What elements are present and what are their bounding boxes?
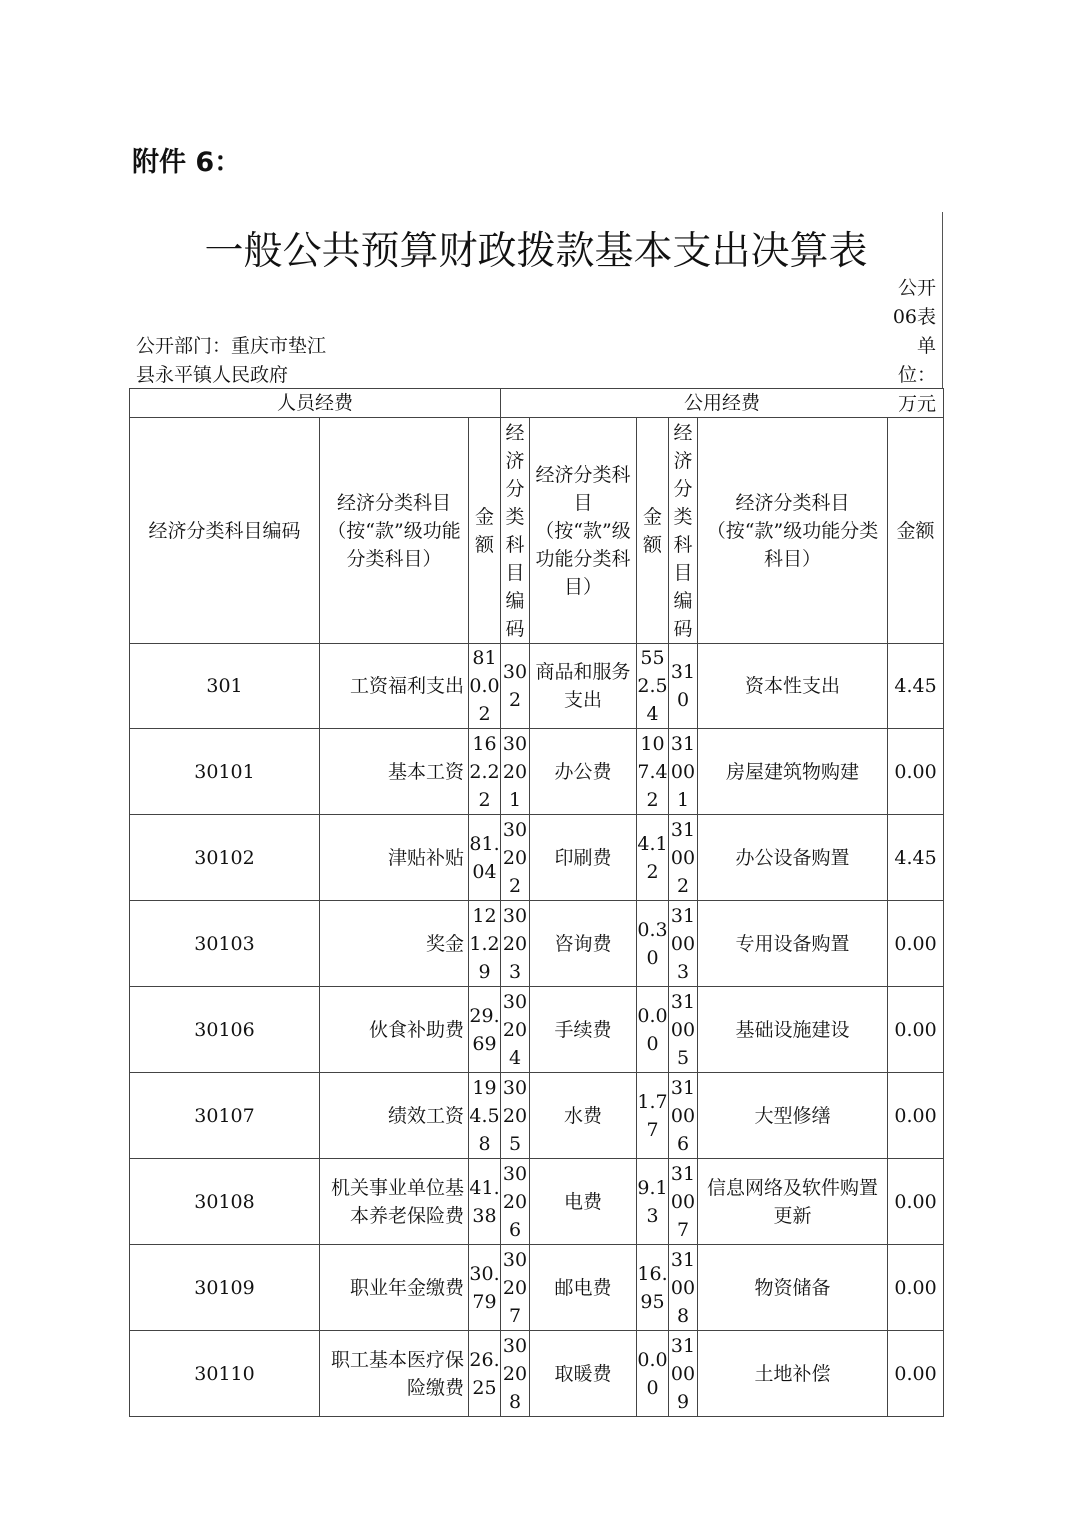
cell-subject-1: 基本工资 bbox=[320, 729, 469, 815]
cell-subject-1: 机关事业单位基本养老保险费 bbox=[320, 1159, 469, 1245]
cell-code-3: 31003 bbox=[669, 901, 698, 987]
cell-code-3: 31009 bbox=[669, 1331, 698, 1417]
cell-code-2: 30208 bbox=[501, 1331, 530, 1417]
cell-amount-3: 0.00 bbox=[888, 729, 944, 815]
cell-code-2: 30202 bbox=[501, 815, 530, 901]
cell-subject-3: 办公设备购置 bbox=[698, 815, 888, 901]
cell-code-2: 302 bbox=[501, 644, 530, 729]
cell-code-1: 30102 bbox=[130, 815, 320, 901]
cell-code-2: 30201 bbox=[501, 729, 530, 815]
cell-subject-3: 资本性支出 bbox=[698, 644, 888, 729]
department-label: 公开部门：重庆市垫江县永平镇人民政府 bbox=[136, 335, 327, 386]
cell-amount-1: 26.25 bbox=[469, 1331, 501, 1417]
cell-code-1: 30109 bbox=[130, 1245, 320, 1331]
cell-amount-3: 0.00 bbox=[888, 987, 944, 1073]
column-header-row bbox=[130, 418, 944, 644]
table-body bbox=[130, 389, 944, 1417]
cell-subject-3: 房屋建筑物购建 bbox=[698, 729, 888, 815]
group-public: 公用经费 bbox=[501, 389, 944, 418]
cell-subject-2: 商品和服务支出 bbox=[530, 644, 637, 729]
cell-code-2: 30206 bbox=[501, 1159, 530, 1245]
cell-code-3: 31005 bbox=[669, 987, 698, 1073]
cell-subject-2: 办公费 bbox=[530, 729, 637, 815]
cell-subject-3: 基础设施建设 bbox=[698, 987, 888, 1073]
cell-code-2: 30205 bbox=[501, 1073, 530, 1159]
page-title: 一般公共预算财政拨款基本支出决算表 bbox=[204, 229, 868, 274]
cell-amount-2: 1.77 bbox=[637, 1073, 669, 1159]
cell-amount-1: 162.22 bbox=[469, 729, 501, 815]
header-subject-2: 经济分类科目（按“款”级功能分类科目） bbox=[530, 418, 637, 644]
cell-amount-3: 0.00 bbox=[888, 901, 944, 987]
header-amount-2: 金额 bbox=[637, 418, 669, 644]
cell-amount-1: 121.29 bbox=[469, 901, 501, 987]
header-code: 经济分类科目编码 bbox=[130, 418, 320, 644]
cell-code-3: 310 bbox=[669, 644, 698, 729]
cell-subject-2: 电费 bbox=[530, 1159, 637, 1245]
cell-code-2: 30204 bbox=[501, 987, 530, 1073]
unit-label: 单位：万元 bbox=[897, 335, 936, 415]
table-row bbox=[130, 729, 944, 815]
table-row bbox=[130, 815, 944, 901]
header-subject: 经济分类科目（按“款”级功能分类科目） bbox=[320, 418, 469, 644]
cell-code-1: 30110 bbox=[130, 1331, 320, 1417]
table-row bbox=[130, 1331, 944, 1417]
header-code-2: 经济分类科目编码 bbox=[501, 418, 530, 644]
attachment-label: 附件 6： bbox=[132, 147, 242, 178]
cell-subject-1: 职业年金缴费 bbox=[320, 1245, 469, 1331]
cell-amount-2: 107.42 bbox=[637, 729, 669, 815]
cell-subject-3: 土地补偿 bbox=[698, 1331, 888, 1417]
table-row bbox=[130, 901, 944, 987]
table-number: 公开06表 bbox=[892, 277, 936, 328]
divider-line bbox=[942, 212, 943, 388]
cell-subject-1: 津贴补贴 bbox=[320, 815, 469, 901]
cell-amount-2: 0.00 bbox=[637, 1331, 669, 1417]
cell-amount-1: 29.69 bbox=[469, 987, 501, 1073]
cell-code-1: 301 bbox=[130, 644, 320, 729]
cell-amount-2: 9.13 bbox=[637, 1159, 669, 1245]
cell-amount-2: 4.12 bbox=[637, 815, 669, 901]
cell-subject-2: 取暖费 bbox=[530, 1331, 637, 1417]
cell-subject-2: 印刷费 bbox=[530, 815, 637, 901]
cell-amount-2: 0.30 bbox=[637, 901, 669, 987]
cell-subject-1: 伙食补助费 bbox=[320, 987, 469, 1073]
cell-amount-1: 41.38 bbox=[469, 1159, 501, 1245]
cell-amount-1: 30.79 bbox=[469, 1245, 501, 1331]
cell-subject-2: 邮电费 bbox=[530, 1245, 637, 1331]
cell-code-3: 31002 bbox=[669, 815, 698, 901]
cell-amount-1: 810.02 bbox=[469, 644, 501, 729]
cell-subject-3: 信息网络及软件购置更新 bbox=[698, 1159, 888, 1245]
budget-table bbox=[129, 388, 944, 1417]
group-personnel: 人员经费 bbox=[130, 389, 501, 418]
cell-code-2: 30207 bbox=[501, 1245, 530, 1331]
cell-amount-3: 0.00 bbox=[888, 1245, 944, 1331]
table-row bbox=[130, 987, 944, 1073]
cell-code-1: 30103 bbox=[130, 901, 320, 987]
cell-subject-3: 物资储备 bbox=[698, 1245, 888, 1331]
cell-subject-1: 职工基本医疗保险缴费 bbox=[320, 1331, 469, 1417]
group-header-row bbox=[130, 389, 944, 418]
cell-subject-1: 绩效工资 bbox=[320, 1073, 469, 1159]
cell-code-3: 31007 bbox=[669, 1159, 698, 1245]
header-code-3: 经济分类科目编码 bbox=[669, 418, 698, 644]
cell-code-3: 31006 bbox=[669, 1073, 698, 1159]
cell-amount-3: 0.00 bbox=[888, 1331, 944, 1417]
header-subject-3: 经济分类科目（按“款”级功能分类科目） bbox=[698, 418, 888, 644]
cell-code-3: 31001 bbox=[669, 729, 698, 815]
table-row bbox=[130, 644, 944, 729]
cell-code-3: 31008 bbox=[669, 1245, 698, 1331]
cell-subject-3: 大型修缮 bbox=[698, 1073, 888, 1159]
cell-amount-2: 0.00 bbox=[637, 987, 669, 1073]
cell-amount-3: 4.45 bbox=[888, 644, 944, 729]
cell-subject-2: 咨询费 bbox=[530, 901, 637, 987]
cell-amount-1: 81.04 bbox=[469, 815, 501, 901]
header-amount: 金额 bbox=[469, 418, 501, 644]
cell-code-1: 30108 bbox=[130, 1159, 320, 1245]
cell-subject-3: 专用设备购置 bbox=[698, 901, 888, 987]
cell-amount-2: 16.95 bbox=[637, 1245, 669, 1331]
cell-amount-3: 0.00 bbox=[888, 1073, 944, 1159]
cell-subject-2: 水费 bbox=[530, 1073, 637, 1159]
cell-subject-1: 奖金 bbox=[320, 901, 469, 987]
cell-subject-2: 手续费 bbox=[530, 987, 637, 1073]
cell-code-1: 30107 bbox=[130, 1073, 320, 1159]
cell-subject-1: 工资福利支出 bbox=[320, 644, 469, 729]
cell-code-2: 30203 bbox=[501, 901, 530, 987]
header-amount-3: 金额 bbox=[888, 418, 944, 644]
table-row bbox=[130, 1245, 944, 1331]
cell-code-1: 30101 bbox=[130, 729, 320, 815]
cell-code-1: 30106 bbox=[130, 987, 320, 1073]
cell-amount-3: 0.00 bbox=[888, 1159, 944, 1245]
cell-amount-2: 552.54 bbox=[637, 644, 669, 729]
table-row bbox=[130, 1073, 944, 1159]
cell-amount-1: 194.58 bbox=[469, 1073, 501, 1159]
cell-amount-3: 4.45 bbox=[888, 815, 944, 901]
table-row bbox=[130, 1159, 944, 1245]
